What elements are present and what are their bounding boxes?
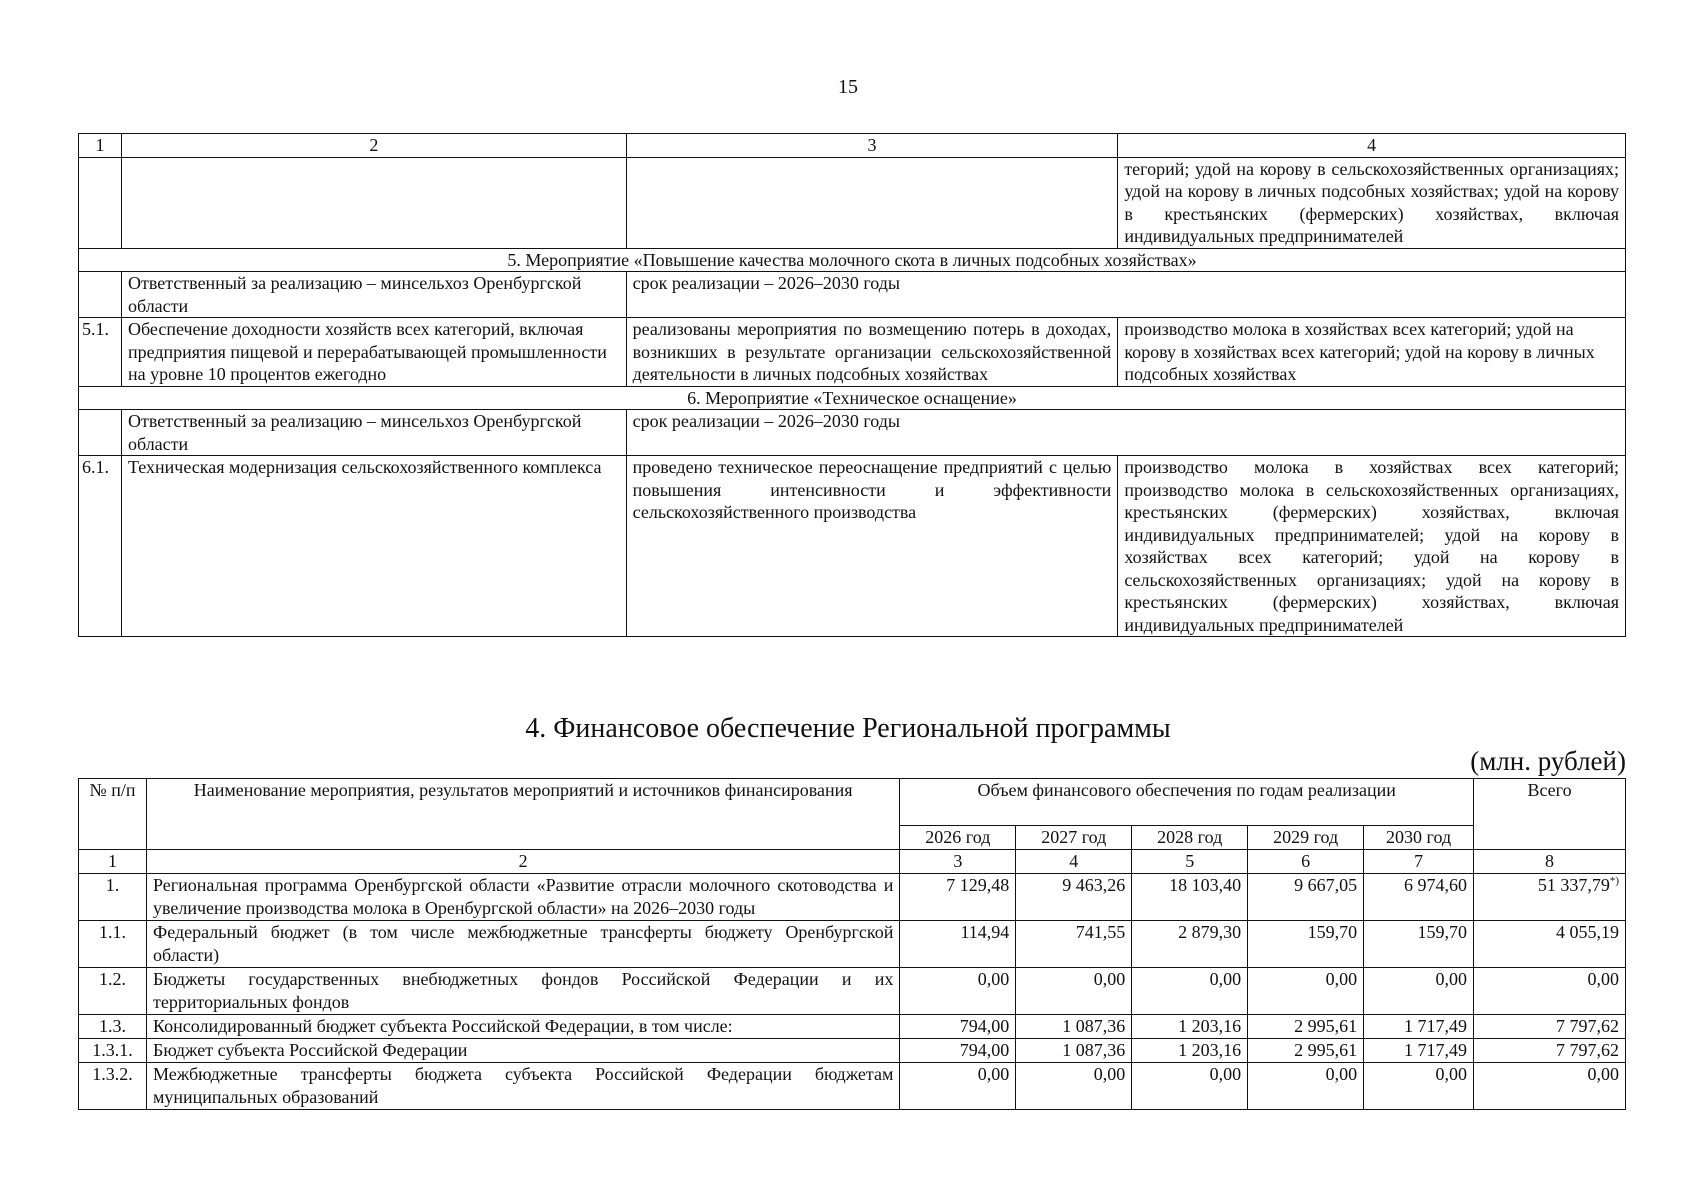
table-cell [79,272,122,318]
header-year: 2026 год [900,826,1016,850]
continuation-row [79,157,1626,248]
column-numbers-row [79,850,1626,874]
value-2029: 0,00 [1248,968,1364,1015]
responsible-cell: Ответственный за реализацию – минсельхоз Оренбургской области [121,410,626,456]
column-number: 2 [146,850,899,874]
indicators-cell: производство молока в хозяйствах всех категорий; производство молока в сельскохозяйственных организациях, крестьянских (фермерских) хозяйствах, включая индивидуальных предпринимателей; удой на корову в хозяйствах всех категорий; удой на корову в сельскохозяйственных организациях; удой на корову в крестьянских (фермерских) хозяйствах, включая индивидуальных предпринимателей [1118,456,1626,637]
responsible-row [79,410,1626,456]
task-cell: Обеспечение доходности хозяйств всех категорий, включая предприятия пищевой и перерабатывающей промышленности на уровне 10 процентов ежегодно [121,318,626,387]
column-numbers-row [79,134,1626,158]
value-2026: 0,00 [900,968,1016,1015]
row-name: Бюджет субъекта Российской Федерации [146,1039,899,1063]
row-number: 1.3.1. [79,1039,147,1063]
table-row [79,921,1626,968]
responsible-cell: Ответственный за реализацию – минсельхоз Оренбургской области [121,272,626,318]
value-2028: 1 203,16 [1132,1015,1248,1039]
header-name: Наименование мероприятия, результатов мероприятий и источников финансирования [146,779,899,850]
row-number: 1.2. [79,968,147,1015]
value-total: 4 055,19 [1474,921,1626,968]
value-2026: 794,00 [900,1015,1016,1039]
value-2027: 741,55 [1016,921,1132,968]
footnote-mark: *) [1609,875,1619,887]
value-total: 7 797,62 [1474,1015,1626,1039]
table-row [79,874,1626,921]
table-row [79,1015,1626,1039]
column-number: 6 [1248,850,1364,874]
column-number: 1 [79,850,147,874]
row-name: Межбюджетные трансферты бюджета субъекта Российской Федерации бюджетам муниципальных образований [146,1063,899,1110]
value-2028: 0,00 [1132,968,1248,1015]
header-num: № п/п [79,779,147,850]
header-volume: Объем финансового обеспечения по годам реализации [900,779,1474,826]
row-number: 1.3. [79,1015,147,1039]
total-value: 51 337,79 [1537,875,1610,895]
value-total [1474,874,1626,921]
section-heading: 4. Финансовое обеспечение Региональной программы [525,713,1171,744]
financing-table [78,778,1626,1110]
period-cell: срок реализации – 2026–2030 годы [626,410,1625,456]
table-cell [79,157,122,248]
value-2029: 159,70 [1248,921,1364,968]
value-2029: 2 995,61 [1248,1015,1364,1039]
section-title: 5. Мероприятие «Повышение качества молочного скота в личных подсобных хозяйствах» [79,248,1626,272]
value-2029: 0,00 [1248,1063,1364,1110]
value-total: 0,00 [1474,968,1626,1015]
section-title: 6. Мероприятие «Техническое оснащение» [79,386,1626,410]
value-2029: 9 667,05 [1248,874,1364,921]
indicators-cell: производство молока в хозяйствах всех категорий; удой на корову в хозяйствах всех категорий; удой на корову в личных подсобных хозяйствах [1118,318,1626,387]
row-name: Региональная программа Оренбургской области «Развитие отрасли молочного скотоводства и увеличение производства молока в Оренбургской области» на 2026–2030 годы [146,874,899,921]
column-number: 2 [121,134,626,158]
value-2026: 794,00 [900,1039,1016,1063]
value-2028: 18 103,40 [1132,874,1248,921]
table-row [79,1039,1626,1063]
table-cell [79,410,122,456]
responsible-row [79,272,1626,318]
units-label: (млн. рублей) [1470,746,1626,776]
table-row [79,318,1626,387]
section-title-row [79,386,1626,410]
task-cell: Техническая модернизация сельскохозяйственного комплекса [121,456,626,637]
value-2028: 0,00 [1132,1063,1248,1110]
row-number: 1. [79,874,147,921]
indicators-cell: тегорий; удой на корову в сельскохозяйственных организациях; удой на корову в личных подсобных хозяйствах; удой на корову в крестьянских (фермерских) хозяйствах, включая индивидуальных предпринимателей [1118,157,1626,248]
row-number: 5.1. [79,318,122,387]
row-name: Федеральный бюджет (в том числе межбюджетные трансферты бюджету Оренбургской области) [146,921,899,968]
value-2030: 6 974,60 [1364,874,1474,921]
header-year: 2028 год [1132,826,1248,850]
table-cell [626,157,1118,248]
period-cell: срок реализации – 2026–2030 годы [626,272,1625,318]
value-2026: 0,00 [900,1063,1016,1110]
column-number: 4 [1016,850,1132,874]
row-number: 1.1. [79,921,147,968]
header-year: 2027 год [1016,826,1132,850]
column-number: 1 [79,134,122,158]
activities-table [78,133,1626,637]
value-2030: 0,00 [1364,968,1474,1015]
value-total: 7 797,62 [1474,1039,1626,1063]
value-2030: 0,00 [1364,1063,1474,1110]
row-name: Консолидированный бюджет субъекта Российской Федерации, в том числе: [146,1015,899,1039]
table-row [79,968,1626,1015]
section-title-row [79,248,1626,272]
value-2030: 1 717,49 [1364,1039,1474,1063]
header-year: 2030 год [1364,826,1474,850]
value-2027: 0,00 [1016,968,1132,1015]
value-2027: 1 087,36 [1016,1039,1132,1063]
value-2027: 9 463,26 [1016,874,1132,921]
header-total: Всего [1474,779,1626,850]
value-2029: 2 995,61 [1248,1039,1364,1063]
column-number: 5 [1132,850,1248,874]
row-number: 1.3.2. [79,1063,147,1110]
column-number: 4 [1118,134,1626,158]
value-2026: 114,94 [900,921,1016,968]
table-cell [121,157,626,248]
result-cell: реализованы мероприятия по возмещению потерь в доходах, возникших в результате организации сельскохозяйственной деятельности в личных подсобных хозяйствах [626,318,1118,387]
value-2030: 159,70 [1364,921,1474,968]
page-number: 15 [838,76,858,98]
header-year: 2029 год [1248,826,1364,850]
value-2026: 7 129,48 [900,874,1016,921]
row-number: 6.1. [79,456,122,637]
value-2028: 2 879,30 [1132,921,1248,968]
table-row [79,1063,1626,1110]
value-2030: 1 717,49 [1364,1015,1474,1039]
header-row [79,779,1626,826]
table-row [79,456,1626,637]
result-cell: проведено техническое переоснащение предприятий с целью повышения интенсивности и эффективности сельскохозяйственного производства [626,456,1118,637]
column-number: 7 [1364,850,1474,874]
value-2028: 1 203,16 [1132,1039,1248,1063]
value-total: 0,00 [1474,1063,1626,1110]
column-number: 3 [900,850,1016,874]
value-2027: 1 087,36 [1016,1015,1132,1039]
column-number: 3 [626,134,1118,158]
row-name: Бюджеты государственных внебюджетных фондов Российской Федерации и их территориальных фондов [146,968,899,1015]
column-number: 8 [1474,850,1626,874]
value-2027: 0,00 [1016,1063,1132,1110]
